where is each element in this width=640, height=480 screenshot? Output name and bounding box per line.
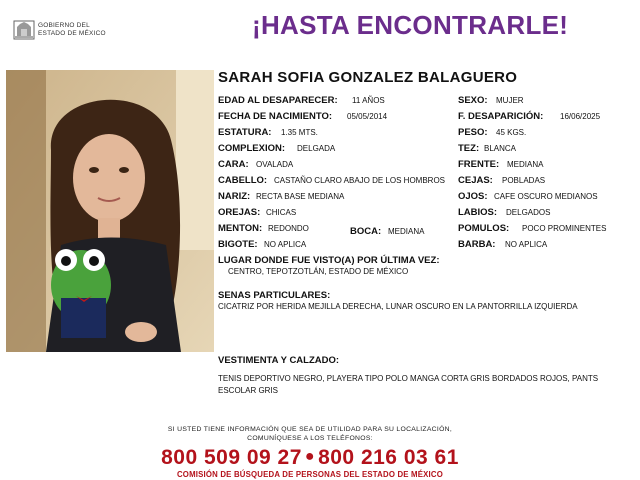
- nariz-label: NARIZ:: [218, 191, 251, 202]
- peso-value: 45 KGS.: [496, 128, 527, 137]
- pomulos-value: POCO PROMINENTES: [522, 224, 607, 233]
- phone-number-1[interactable]: 800 509 09 27: [161, 446, 302, 469]
- complexion-value: DELGADA: [297, 144, 336, 153]
- cabello-value: CASTAÑO CLARO ABAJO DE LOS HOMBROS: [274, 176, 445, 185]
- bigote-label: BIGOTE:: [218, 239, 258, 250]
- menton-label: MENTON:: [218, 223, 263, 234]
- cara-label: CARA:: [218, 159, 249, 170]
- estatura-value: 1.35 MTS.: [281, 128, 318, 137]
- phone-number-2[interactable]: 800 216 03 61: [318, 446, 459, 469]
- phone-numbers: [0, 446, 620, 470]
- labios-label: LABIOS:: [458, 207, 498, 218]
- coat-of-arms-icon: [12, 18, 36, 42]
- tez-value: BLANCA: [484, 144, 517, 153]
- ojos-value: CAFE OSCURO MEDIANOS: [494, 192, 598, 201]
- nariz-value: RECTA BASE MEDIANA: [256, 192, 345, 201]
- logo-line-2: ESTADO DE MÉXICO: [38, 30, 106, 37]
- state-government-logo: [12, 18, 122, 44]
- ojos-label: OJOS:: [458, 191, 488, 202]
- edad-label: EDAD AL DESAPARECER:: [218, 95, 338, 106]
- f-desaparicion-value: 16/06/2025: [560, 112, 601, 121]
- frente-value: MEDIANA: [507, 160, 544, 169]
- boca-label: BOCA:: [350, 226, 382, 237]
- separator-dot-icon: ●: [304, 448, 316, 465]
- frente-label: FRENTE:: [458, 159, 500, 170]
- barba-label: BARBA:: [458, 239, 496, 250]
- distinguishing-marks-value: CICATRIZ POR HERIDA MEJILLA DERECHA, LUNAR OSCURO EN LA PANTORRILLA IZQUIERDA: [218, 302, 578, 311]
- cara-value: OVALADA: [256, 160, 294, 169]
- cejas-label: CEJAS:: [458, 175, 493, 186]
- pomulos-label: POMULOS:: [458, 223, 510, 234]
- bigote-value: NO APLICA: [264, 240, 307, 249]
- distinguishing-marks-label: SENAS PARTICULARES:: [218, 290, 331, 301]
- menton-value: REDONDO: [268, 224, 309, 233]
- cabello-label: CABELLO:: [218, 175, 268, 186]
- contact-note: [0, 425, 620, 443]
- contact-note-line-1: SI USTED TIENE INFORMACIÓN QUE SEA DE UTILIDAD PARA SU LOCALIZACIÓN,: [167, 426, 453, 433]
- cejas-value: POBLADAS: [502, 176, 546, 185]
- orejas-value: CHICAS: [266, 208, 297, 217]
- nacimiento-value: 05/05/2014: [347, 112, 388, 121]
- sexo-label: SEXO:: [458, 95, 488, 106]
- last-seen-value: CENTRO, TEPOTZOTLÁN, ESTADO DE MÉXICO: [228, 267, 409, 276]
- labios-value: DELGADOS: [506, 208, 551, 217]
- sexo-value: MUJER: [496, 96, 524, 105]
- logo-line-1: GOBIERNO DEL: [38, 22, 90, 29]
- clothing-label: VESTIMENTA Y CALZADO:: [218, 355, 340, 366]
- complexion-label: COMPLEXION:: [218, 143, 286, 154]
- boca-value: MEDIANA: [388, 227, 425, 236]
- orejas-label: OREJAS:: [218, 207, 261, 218]
- last-seen-label: LUGAR DONDE FUE VISTO(A) POR ÚLTIMA VEZ:: [218, 255, 440, 266]
- f-desaparicion-label: F. DESAPARICIÓN:: [458, 111, 544, 122]
- missing-person-photo: [6, 70, 214, 352]
- edad-value: 11 AÑOS: [352, 96, 385, 105]
- tez-label: TEZ:: [458, 143, 480, 154]
- commission-name: COMISIÓN DE BÚSQUEDA DE PERSONAS DEL ESTADO DE MÉXICO: [176, 470, 444, 479]
- headline: ¡HASTA ENCONTRARLE!: [252, 10, 569, 40]
- peso-label: PESO:: [458, 127, 488, 138]
- contact-note-line-2: COMUNÍQUESE A LOS TELÉFONOS:: [247, 435, 373, 442]
- barba-value: NO APLICA: [505, 240, 548, 249]
- person-name: SARAH SOFIA GONZALEZ BALAGUERO: [218, 69, 518, 86]
- clothing-value: TENIS DEPORTIVO NEGRO, PLAYERA TIPO POLO MANGA CORTA GRIS BORDADOS ROJOS, PANTS ESCOLAR GRIS: [218, 374, 599, 395]
- nacimiento-label: FECHA DE NACIMIENTO:: [218, 111, 332, 122]
- estatura-label: ESTATURA:: [218, 127, 272, 138]
